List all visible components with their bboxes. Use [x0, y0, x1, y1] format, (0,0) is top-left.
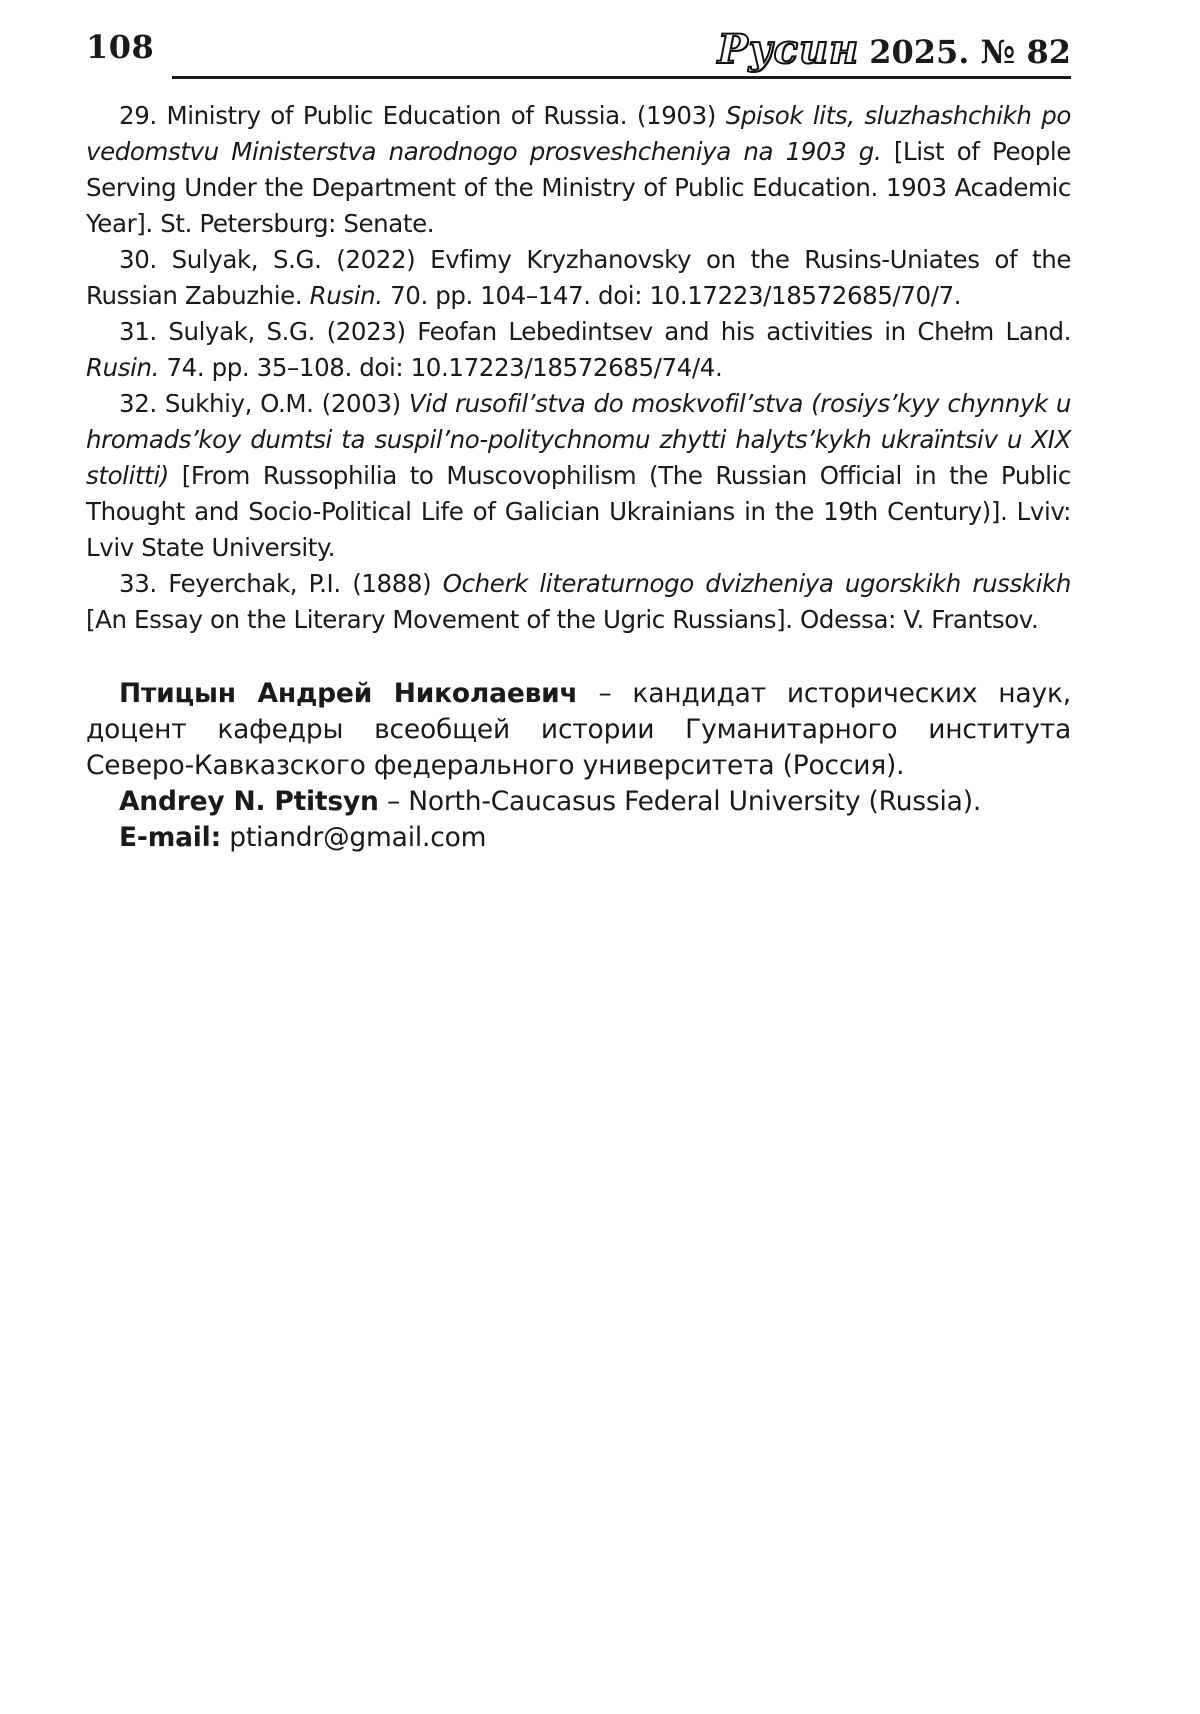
page-header [86, 24, 1071, 80]
journal-issue: 2025. № 82 [869, 33, 1071, 71]
reference-number: 30. [119, 245, 157, 274]
author-en-name: Andrey N. Ptitsyn [119, 786, 379, 817]
reference-title: Spisok lits, sluzhashchikh po vedomstvu Ministerstva narodnogo prosveshcheniya na 1903 g. [86, 101, 1072, 166]
reference-authors: Sulyak, S.G. (2023) Feofan Lebedintsev and his activities in Chełm Land. [168, 317, 1071, 346]
header-rule [172, 76, 1071, 79]
author-email [86, 820, 1071, 856]
author-info [86, 676, 1071, 856]
reference-authors: Feyerchak, P.I. (1888) [168, 569, 432, 598]
author-en-description: – North-Caucasus Federal University (Russia). [386, 786, 982, 817]
reference-details: [An Essay on the Literary Movement of the Ugric Russians]. Odessa: V. Frantsov. [86, 605, 1039, 634]
reference-title: Rusin. [86, 353, 160, 382]
reference-details: 70. pp. 104–147. doi: 10.17223/18572685/70/7. [390, 281, 962, 310]
page-number: 108 [86, 28, 155, 66]
reference-details: [List of People Serving Under the Department of the Ministry of Public Education. 1903 Academic Year]. St. Petersburg: Senate. [86, 137, 1071, 238]
email-label: E-mail: [119, 822, 221, 853]
reference-authors: Ministry of Public Education of Russia. (1903) [166, 101, 716, 130]
reference-authors: Sukhiy, O.M. (2003) [164, 389, 401, 418]
reference-title: Vid rusofil’stva do moskvofil’stva (rosiys’kyy chynnyk u hromads’koy dumtsi ta suspil’no-politychnomu zhytti halyts’kykh ukraïntsiv u XIX stolitti) [86, 389, 1072, 490]
reference-number: 29. [119, 101, 157, 130]
reference-authors: Sulyak, S.G. (2022) Evfimy Kryzhanovsky on the Rusins-Uniates of the Russian Zabuzhie. [86, 245, 1071, 310]
reference-number: 32. [119, 389, 157, 418]
reference-details: 74. pp. 35–108. doi: 10.17223/18572685/74/4. [166, 353, 723, 382]
email-address[interactable]: ptiandr@gmail.com [229, 822, 487, 853]
reference-title: Rusin. [309, 281, 383, 310]
journal-logo: Русин [717, 26, 860, 73]
author-ru-name: Птицын Андрей Николаевич [119, 678, 578, 709]
reference-item [86, 242, 1071, 314]
reference-details: [From Russophilia to Muscovophilism (The Russian Official in the Public Thought and Socio-Political Life of Galician Ukrainians in the 19th Century)]. Lviv: Lviv State University. [86, 461, 1071, 562]
reference-item [86, 386, 1071, 566]
reference-number: 31. [119, 317, 157, 346]
reference-list [86, 98, 1071, 638]
author-ru [86, 676, 1071, 784]
reference-number: 33. [119, 569, 157, 598]
reference-item [86, 98, 1071, 242]
author-en [86, 784, 1071, 820]
reference-item [86, 566, 1071, 638]
reference-item [86, 314, 1071, 386]
author-ru-description: – кандидат исторических наук, доцент кафедры всеобщей истории Гуманитарного института Северо-Кавказского федерального университета (Россия). [86, 678, 1071, 781]
journal-title [718, 26, 1071, 73]
reference-title: Ocherk literaturnogo dvizheniya ugorskikh russkikh [442, 569, 1071, 598]
